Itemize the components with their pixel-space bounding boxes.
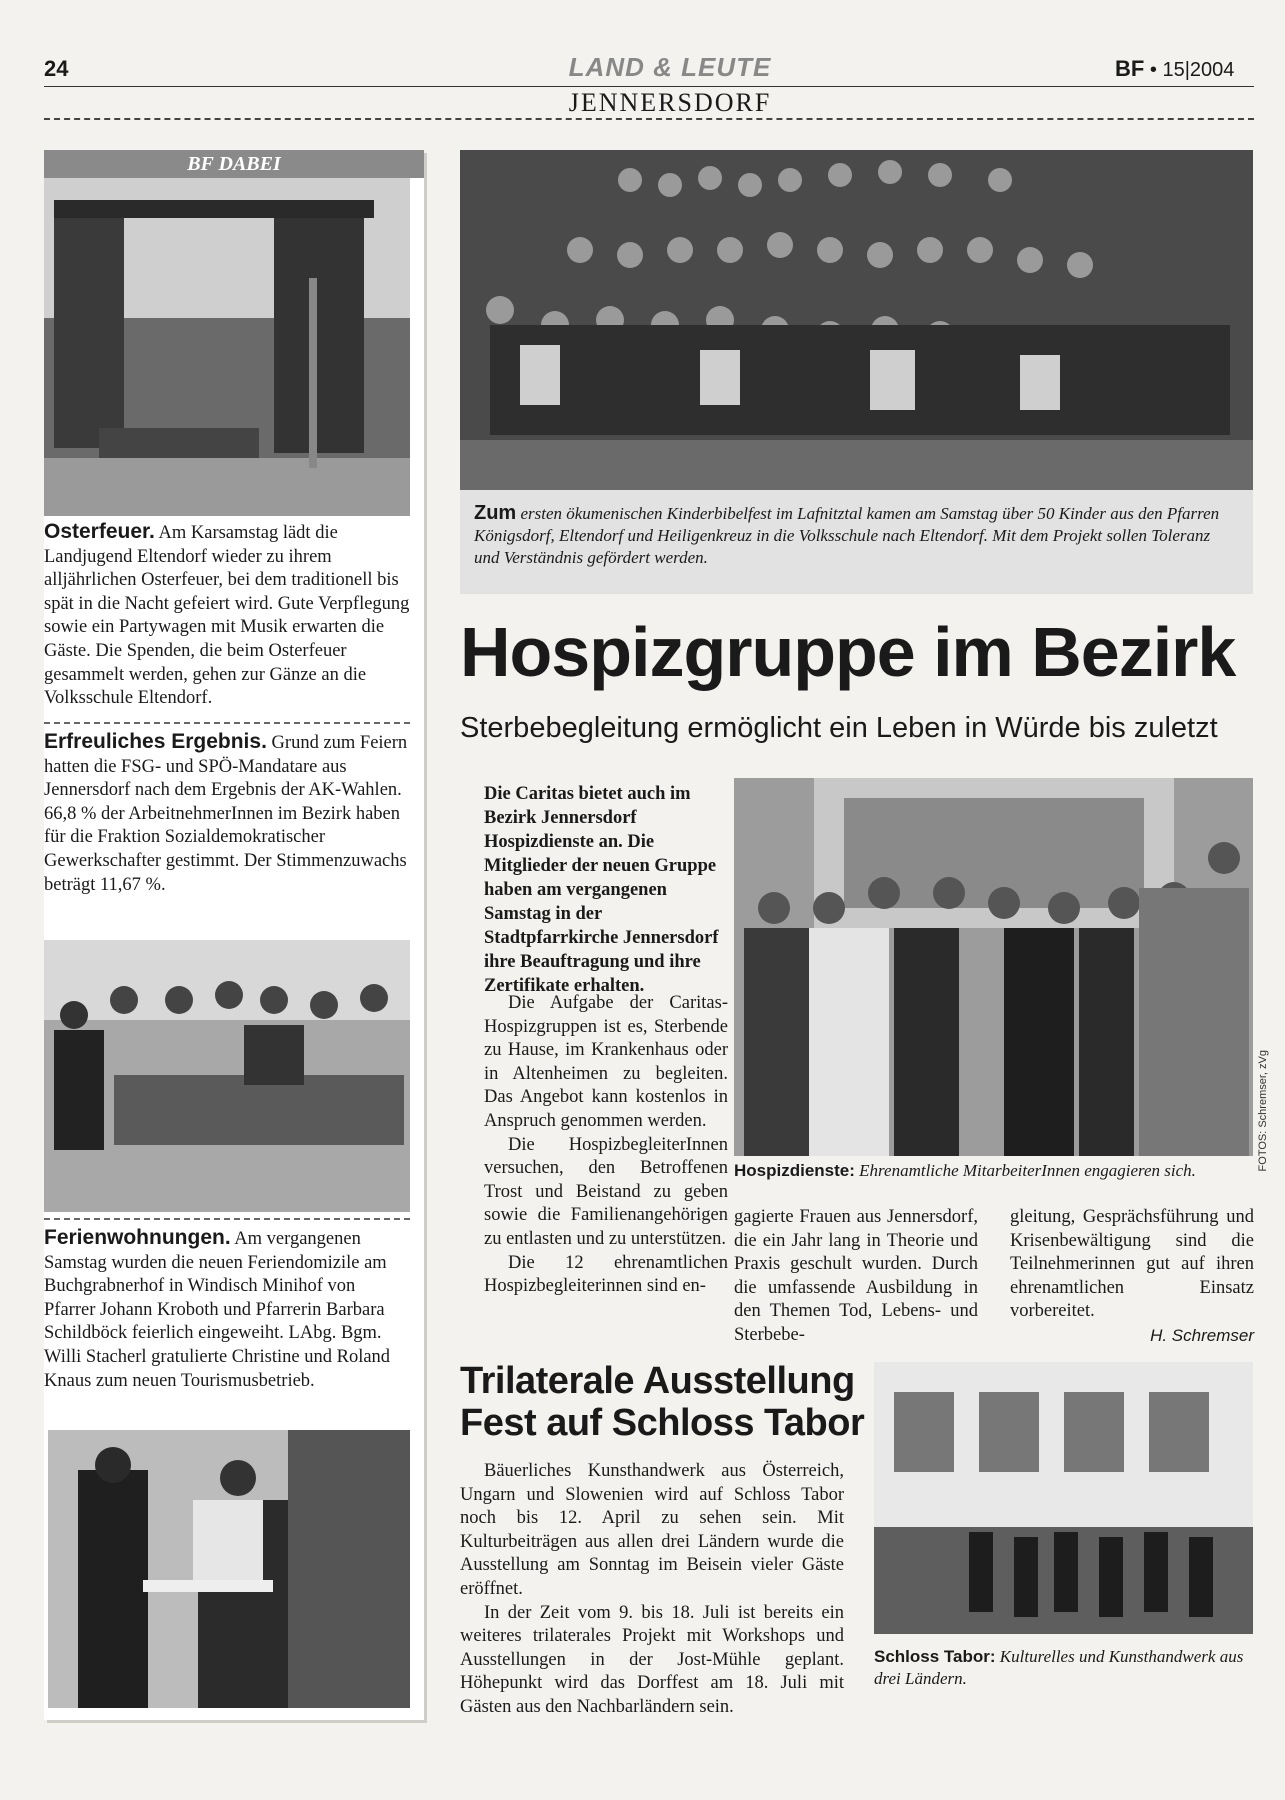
page-number: 24 [44,56,69,81]
osterfeuer-photo [44,178,410,516]
locality-title: JENNERSDORF [568,88,772,117]
tabor-body-p1: Bäuerliches Kunsthandwerk aus Österreich, Ungarn und Slowenien wird auf Schloss Tabor noch bis 12. April zu sehen sein. Mit Kulturbeiträgen aus allen drei Ländern wurde die Ausstellung am Sonntag im Beisein vieler Gäste eröffnet. [460,1461,844,1599]
hospiz-lead: Die Caritas bietet auch im Bezirk Jennersdorf Hospizdienste an. Die Mitglieder der neuen Gruppe haben am vergangenen Samstag in der Stadtpfarrkirche Jennersdorf ihre Beauftragung und ihre Zertifikate erhalten. [484,784,719,996]
issue-info [1115,56,1234,82]
issue-number: 15|2004 [1162,59,1235,81]
tabor-headline-line-1: Trilaterale Ausstellung [460,1360,855,1402]
ferien-photo [48,1430,410,1708]
header-dashed-rule [44,118,1254,120]
section-title: LAND & LEUTE [568,52,772,82]
sidebar-divider [44,722,410,724]
hospiz-subhead: Sterbebegleitung ermöglicht ein Leben in Würde bis zuletzt [460,712,1218,744]
photo-credit: FOTOS: Schremser, zVg [1257,1050,1269,1172]
kinderbibelfest-photo [460,150,1253,490]
tabor-headline-line-2: Fest auf Schloss Tabor [460,1402,865,1444]
tabor-photo [874,1362,1253,1634]
header-rule [44,86,1254,87]
osterfeuer-text: Am Karsamstag lädt die Landjugend Eltendorf wieder zu ihrem alljährlichen Osterfeuer, bei dem traditionell bis spät in die Nacht gefeiert wird. Gute Verpflegung sowie ein Partywagen mit Musik erwarten die Gäste. Die Spenden, die beim Osterfeuer gesammelt werden, gehen zur Gänze an die Volksschule Eltendorf. [44,523,410,709]
hospiz-body-p2: Die HospizbegleiterInnen versuchen, den Betroffenen Trost und Beistand zu geben sowie die Familienangehörigen zu entlasten und zu unterstützen. [484,1134,728,1249]
ergebnis-heading: Erfreuliches Ergebnis. [44,730,267,753]
hospiz-caption-text: Ehrenamtliche MitarbeiterInnen engagieren sich. [859,1161,1196,1180]
hospiz-author: H. Schremser [1150,1326,1254,1345]
hospiz-headline: Hospizgruppe im Bezirk [460,613,1236,691]
kinderbibelfest-caption-lead: Zum [474,502,517,524]
hospiz-body-p1: Die Aufgabe der Caritas-Hospizgruppen ist es, Sterbende zu Hause, im Krankenhaus oder in Altenheimen zu begleiten. Das Angebot kann kostenlos in Anspruch genommen werden. [484,993,728,1131]
kinderbibelfest-caption-text: ersten ökumenischen Kinderbibelfest im Lafnitztal kamen am Samstag über 50 Kinder aus den Pfarren Königsdorf, Eltendorf und Heiligenkreuz in die Volksschule nach Eltendorf. Mit dem Projekt sollen Toleranz und Verständnis gefördert werden. [474,504,1220,567]
kinderbibelfest-caption [460,490,1253,569]
ferien-item [44,1226,410,1393]
hospiz-caption [734,1160,1253,1182]
tabor-body-p2: In der Zeit vom 9. bis 18. Juli ist bereits ein weiteres trilaterales Projekt mit Workshops und Ausstellungen in der Jost-Mühle geplant. Höhepunkt wird das Dorffest am 18. Juli mit Gästen aus den Nachbarländern sein. [460,1602,844,1717]
tabor-caption [874,1646,1253,1690]
hospiz-body-p4: gagierte Frauen aus Jennersdorf, die ein Jahr lang in Theorie und Praxis geschult wurden. Durch die umfassende Ausbildung in den Themen Tod, Lebens- und Sterbebe- [734,1207,978,1345]
ergebnis-text: Grund zum Feiern hatten die FSG- und SPÖ-Mandatare aus Jennersdorf nach dem Ergebnis der AK-Wahlen. 66,8 % der ArbeitnehmerInnen im Bezirk haben für die Fraktion Sozialdemokratischer Gewerkschafter gestimmt. Der Stimmenzuwachs beträgt 11,67 %. [44,733,408,895]
ferien-heading: Ferienwohnungen. [44,1226,231,1249]
tabor-caption-text: Kulturelles und Kunsthandwerk aus drei Ländern. [874,1647,1244,1688]
ergebnis-photo [44,940,410,1212]
osterfeuer-heading: Osterfeuer. [44,520,155,543]
osterfeuer-item [44,520,410,711]
hospiz-body-column-1 [484,992,728,1299]
tabor-body [460,1460,844,1720]
ferien-text: Am vergangenen Samstag wurden die neuen Feriendomizile am Buchgrabnerhof in Windisch Minihof von Pfarrer Johann Kroboth und Pfarrerin Barbara Schildböck feierlich eingeweiht. LAbg. Bgm. Willi Stacherl gratulierte Christine und Roland Knaus zum neuen Tourismusbetrieb. [44,1229,391,1391]
hospiz-body-p5: gleitung, Gesprächsführung und Krisenbewältigung sind die Teilnehmerinnen gut auf ihren ehrenamtlichen Einsatz vorbereitet. [1010,1207,1254,1322]
tabor-headline [460,1360,880,1444]
publication-name: BF [1115,56,1145,81]
ergebnis-item [44,730,410,897]
tabor-caption-lead: Schloss Tabor: [874,1647,996,1666]
hospiz-body-p3: Die 12 ehrenamtlichen Hospizbegleiterinnen sind en- [484,1252,728,1297]
sidebar-banner: BF DABEI [44,150,424,178]
hospiz-caption-lead: Hospizdienste: [734,1161,855,1180]
sidebar-divider-2 [44,1218,410,1220]
issue-separator: • [1149,59,1157,81]
hospiz-photo [734,778,1253,1156]
kinderbibelfest-caption-box [460,490,1253,594]
